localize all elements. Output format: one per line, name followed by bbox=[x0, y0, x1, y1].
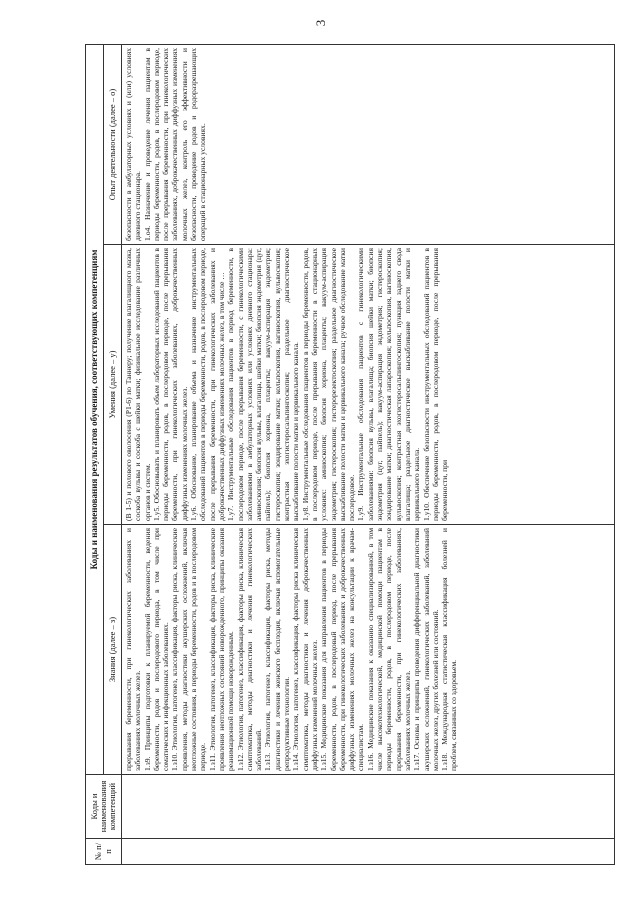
skills-item: 1.у6. Обоснование, планирование объема и назначение инструментальных обследований пациентов в периоды беременности, родов, в послеродовом периоде, после прерывания беременности, при гинекологических заболеваниях и доброкачественных диффузных изменениях молочных желез, в том числе … bbox=[189, 248, 226, 521]
knowledge-item: 1.з14. Этиология, патогенез, классификация, факторы риска клиническая симптоматика, методы диагностики и лечения доброкачественных диффузных изменений молочных желез. bbox=[291, 528, 319, 771]
page-number: 3 bbox=[313, 19, 328, 27]
knowledge-item: 1.з9. Принципы подготовки к планируемой беременности, ведения беременности, родов и послеродового периода, в том числе при соматических и инфекционных заболеваниях. bbox=[142, 528, 171, 771]
knowledge-item: 1.з16. Медицинские показания к оказанию специализированной, в том числе высокотехнологической, медицинской помощи пациентам в периоды беременности, родов, в послеродовом периоде, после прерывания беременности, при гинекологических заболеваниях, заболеваниях молочных желез. bbox=[365, 528, 412, 771]
header-col-experience: Опыт деятельности (далее – о) bbox=[104, 45, 122, 245]
skills-item: 1.у9. Инструментальные обследования пациентов с гинекологическими заболеваниями: биопсия вульвы, влагалища; биопсия шейки матки; биопсия эндометрия (цуг, пайпель); вакуум-аспирация эндометрия; гистероскопия; зондирование матки; диагностическая лапароскопия; кольпоскопия, вагиноскопия, вульвоскопия; контрастная эхогистеросальпингоскопия; пункция заднего свода влагалища; раздельное диагностическое выскабливание полости матки и цервикального канала. bbox=[356, 248, 422, 521]
table-row bbox=[122, 45, 615, 865]
skills-item: 1.у7. Инструментальные обследования пациентов в период беременности, в послеродовом периоде, после прерывания беременности, с гинекологическими заболеваниями в амбулаторных условиях или условиях дневного стационара: амниоскопия; биопсия вульвы, влагалища, шейки матки; биопсия эндометрия (цуг, пайпель); биопсия хориона, плаценты; вакуум-аспирация эндометрия; гистероскопия; зондирование матки; кольпоскопия, вагиноскопия, вульвоскопия; контрастная эхогистеросальпингоскопия; раздельное диагностическое выскабливание полости матки и цервикального канала. bbox=[226, 248, 301, 521]
experience-item: 1.о4. Назначение и проведение лечения пациентам в периоды беременности, родов, в послеродовом периоде, после прерывания беременности, при гинекологических заболеваниях, доброкачественных диффузных изменениях молочных желез, контроль его эффективности и безопасности, проведение родов и родоразрешающих операций в стационарных условиях. bbox=[142, 48, 208, 241]
cell-knowledge bbox=[122, 525, 615, 775]
competency-table-rotated bbox=[85, 45, 615, 865]
competency-table bbox=[85, 44, 615, 865]
cell-no bbox=[122, 839, 615, 865]
header-col-no: № п/п bbox=[86, 839, 122, 865]
knowledge-item: 1.з12. Этиология, патогенез, классификация, факторы риска, клиническая симптоматика, методы диагностики и лечения гинекологических заболеваний. bbox=[235, 528, 264, 771]
cell-experience bbox=[122, 45, 615, 245]
knowledge-item: 1.з17. Основы и принципы проведения дифференциальной диагностики акушерских осложнений, гинекологических заболеваний, заболеваний молочных желез, других болезней или состояний. bbox=[412, 528, 440, 771]
knowledge-item: 1.з18. Международная статистическая классификация болезней и проблем, связанных со здоровьем. bbox=[440, 528, 459, 771]
header-col-knowledge: Знания (далее – з) bbox=[104, 525, 122, 775]
skills-item: 1.у10. Обеспечение безопасности инструментальных обследований пациентов в периоды беременности, родов, в послеродовом периоде, после прерывания беременности, при bbox=[421, 248, 450, 521]
knowledge-item: 1.з10. Этиология, патогенез, классификация, факторы риска, клинические проявления, методы диагностики акушерских осложнений, включая неотложные состояния, в периоды беременности, родов и в послеродовом периоде. bbox=[170, 528, 208, 771]
skills-item: 1.у5. Обосновывать и планировать объем лабораторных исследований пациентов в периоды беременности, родов, в послеродовом периоде, после прерывания беременности, при гинекологических заболеваниях, доброкачественных диффузных изменениях молочных желез. bbox=[151, 248, 189, 521]
header-group-title: Коды и наименования результатов обучения, соответствующих компетенциям bbox=[86, 45, 104, 775]
cell-skills bbox=[122, 245, 615, 525]
skills-item: (В 1-5) и полового оволосения (P1-6) по Таннеру; получение влагалищного мазка, соскоба вульвы и соскоба с шейки матки; физикальное исследование различных органов и систем. bbox=[124, 248, 152, 521]
skills-item: 1.у8. Инструментальные обследования пациентов в периоды беременности, родов, в послеродовом периоде, после прерывания беременности в стационарных условиях: амниоскопия; биопсия хориона, плаценты; вакуум-аспирация эндометрия; гистероскопия; гистерорезектоскопия; раздельное диагностическое выскабливание полости матки и цервикального канала; ручное обследование матки послеродовое. bbox=[300, 248, 357, 521]
knowledge-item: 1.з13. Этиология, патогенез, классификация, факторы риска, методы диагностики и лечения женского бесплодия, включая вспомогательные репродуктивные технологии. bbox=[263, 528, 292, 771]
knowledge-item: прерывания беременности, при гинекологических заболеваниях и заболеваниях молочных желез. bbox=[124, 528, 143, 771]
cell-code bbox=[122, 775, 615, 839]
knowledge-item: 1.з11. Этиология, патогенез, классификация, факторы риска, клинические проявления неотложных состояний новорожденного, принципы оказания реанимационной помощи новорожденным. bbox=[207, 528, 236, 771]
header-col-code: Коды и наименования компетенций bbox=[86, 775, 122, 839]
experience-item: безопасности в амбулаторных условиях и (или) условиях дневного стационара. bbox=[124, 48, 143, 241]
knowledge-item: 1.з15. Медицинские показания для направления пациентов в периоды беременности, родов, в послеродовый период, после прерывания беременности, при гинекологических заболеваниях и доброкачественных диффузных изменениях молочных желез на консультации к врачам-специалистам. bbox=[319, 528, 366, 771]
header-col-skills: Умения (далее – у) bbox=[104, 245, 122, 525]
